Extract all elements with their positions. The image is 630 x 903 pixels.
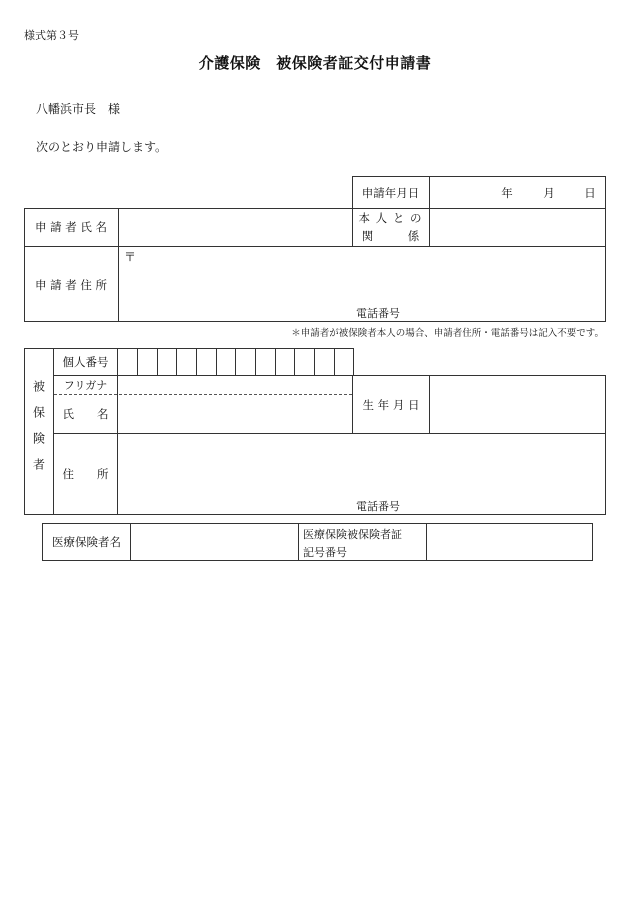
personal-number-field[interactable] xyxy=(118,349,353,375)
insured-address-label: 住 所 xyxy=(62,467,109,481)
application-date-field[interactable] xyxy=(430,177,605,208)
medical-insurer-label: 医療保険者名 xyxy=(52,535,121,549)
insurance-card-label-2: 記号番号 xyxy=(303,546,347,559)
application-date-label: 申請年月日 xyxy=(361,185,420,200)
medical-insurer-field[interactable] xyxy=(131,524,298,560)
applicant-phone-label: 電話番号 xyxy=(356,307,400,320)
furigana-field[interactable] xyxy=(118,376,352,394)
relationship-label-2: 関 係 xyxy=(361,229,420,243)
insured-phone-label: 電話番号 xyxy=(356,500,400,513)
applicant-name-field[interactable] xyxy=(119,209,351,245)
applicant-note: ＊申請者が被保険者本人の場合、申請者住所・電話番号は記入不要です。 xyxy=(291,328,604,339)
addressee: 八幡浜市長 様 xyxy=(36,102,121,116)
application-date-month-label: 月 xyxy=(543,185,555,200)
birthdate-label: 生 年 月 日 xyxy=(362,397,420,412)
insured-name-field[interactable] xyxy=(118,395,352,433)
form-number: 様式第３号 xyxy=(24,29,79,42)
birthdate-field[interactable] xyxy=(430,376,605,433)
relationship-label-1: 本 人 と の xyxy=(358,211,423,225)
personal-number-label: 個人番号 xyxy=(62,355,109,369)
applicant-address-label: 申 請 者 住 所 xyxy=(34,277,108,292)
applicant-name-label: 申 請 者 氏 名 xyxy=(34,220,108,234)
application-date-year-label: 年 xyxy=(501,185,513,200)
application-date-day-label: 日 xyxy=(584,185,596,200)
insured-section-label: 被保険者 xyxy=(31,379,46,484)
insurance-card-label-1: 医療保険被保険者証 xyxy=(303,528,402,541)
insurance-card-number-field[interactable] xyxy=(427,524,592,560)
furigana-label: フリガナ xyxy=(63,379,108,392)
page-title: 介護保険 被保険者証交付申請書 xyxy=(198,54,432,72)
insured-name-label: 氏 名 xyxy=(62,407,109,421)
application-statement: 次のとおり申請します。 xyxy=(36,140,168,154)
relationship-field[interactable] xyxy=(430,209,605,245)
postal-mark: 〒 xyxy=(124,250,137,264)
